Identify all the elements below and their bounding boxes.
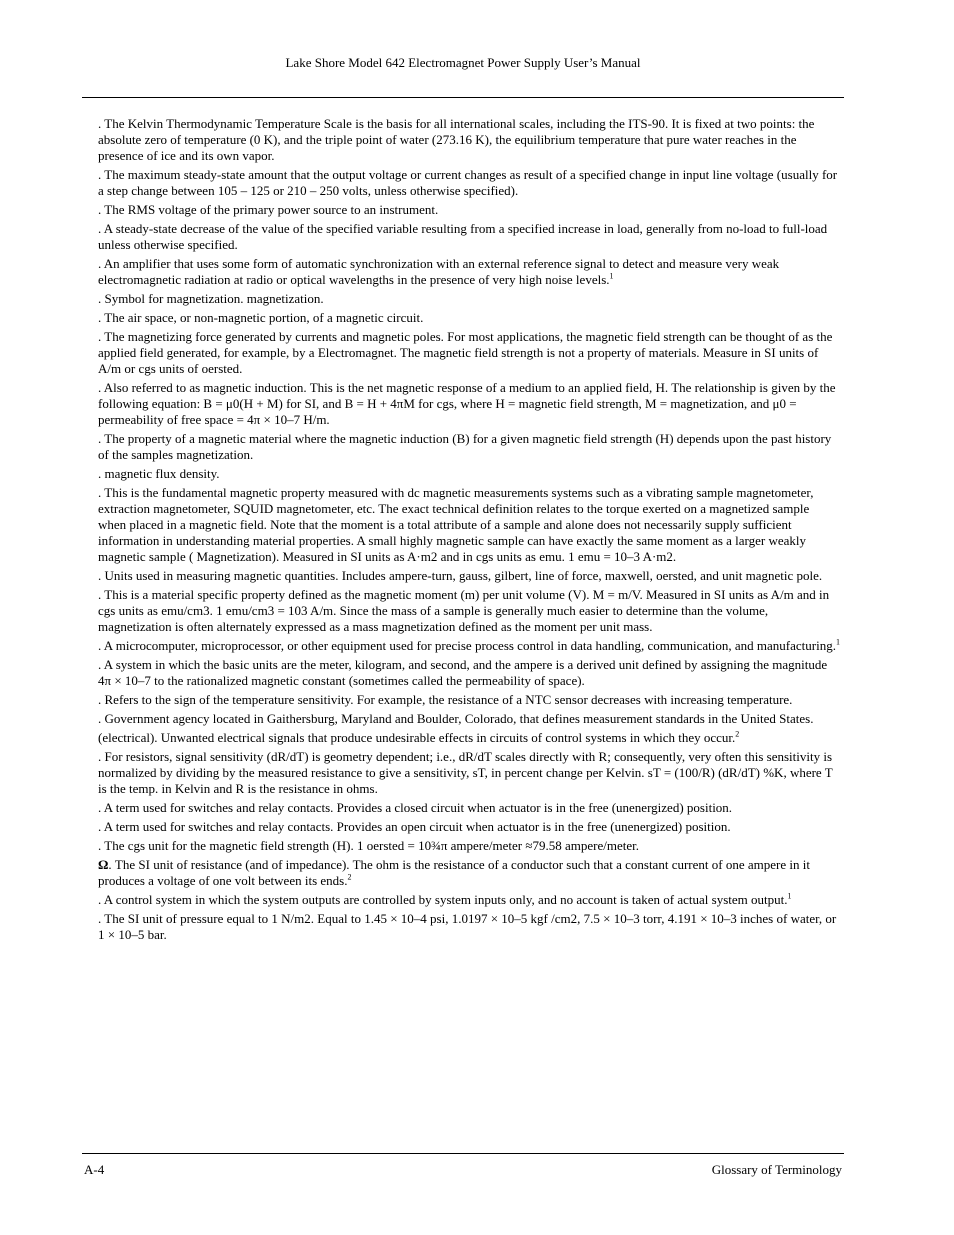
glossary-entry-open-loop: . A control system in which the system outputs are controlled by system inputs only, and no account is taken of actual system output.$^1$ [98,891,792,907]
glossary-entry-magnetic-moment: . This is the fundamental magnetic property measured with dc magnetic measurements systems such as a vibrating sample magnetometer, extraction magnetometer, SQUID magnetometer, etc. The exact technical definition relates to the torque exerted on a magnetized sample when placed in a magnetic field. Note that the moment is a total attribute of a sample and alone does not necessarily supply sufficient information in understanding material properties. A small highly magnetic sample can have exactly the same moment as a larger weakly magnetic sample ( Magnetization). Measured in SI units as A·m2 and in cgs units as emu. 1 emu = 10–3 A·m2. [98,485,814,564]
section-title: Glossary of Terminology [711,1162,842,1177]
glossary-entry-load-regulation: . A steady-state decrease of the value of the specified variable resulting from a specified increase in load, generally from no-load to full-load unless otherwise specified. [98,221,828,252]
glossary-entry-magnetic-flux-density: . Also referred to as magnetic induction. This is the net magnetic response of a medium to an applied field, H. The relationship is given by the following equation: B = μ0(H + M) for SI, and B = H + 4πM for cgs, where H = magnetic field strength, M = magnetization, and μ0 = permeability of free space = 4π × 10–7 H/m. [98,380,836,427]
glossary-entry-magnetization: . This is a material specific property defined as the magnetic moment (m) per unit volume (V). M = m/V. Measured in SI units as A/m and in cgs units as emu/cm3. 1 emu/cm3 = 103 A/m. Since the mass of a sample is generally much easier to determine than the volume, magnetization is often alternately expressed as a mass magnetization defined as the moment per unit mass. [98,587,830,634]
glossary-entry-ohm: Ω. The SI unit of resistance (and of impedance). The ohm is the resistance of a conductor such that a constant current of one ampere in it produces a voltage of one volt between its ends.$^2$ [98,857,810,888]
page-number: A-4 [84,1162,105,1177]
glossary-entry-noise: (electrical). Unwanted electrical signals that produce undesirable effects in circuits of control systems in which they occur.$^2$ [98,729,740,745]
glossary-entry-normally-closed: . A term used for switches and relay contacts. Provides a closed circuit when actuator is in the free (unenergized) position. [98,800,733,815]
glossary-entry-kelvin: . The Kelvin Thermodynamic Temperature Scale is the basis for all international scales, including the ITS-90. It is fixed at two points: the absolute zero of temperature (0 K), and the triple point of water (273.16 K), the equilibrium temperature that pure water reaches in the presence of ice and its own vapor. [98,116,815,163]
glossary-entry-pascal: . The SI unit of pressure equal to 1 N/m2. Equal to 1.45 × 10–4 psi, 1.0197 × 10–5 kgf /cm2, 7.5 × 10–3 torr, 4.191 × 10–3 inches of water, or 1 × 10–5 bar. [98,911,837,942]
glossary-entry-mks-system: . A system in which the basic units are the meter, kilogram, and second, and the ampere is a derived unit defined by assigning the magnitude 4π × 10–7 to the rationalized magnetic constant (sometimes called the permeability of space). [98,657,828,688]
glossary-entry-magnet-gap: . The air space, or non-magnetic portion, of a magnetic circuit. [98,310,424,325]
glossary-entry-ntc: . Refers to the sign of the temperature sensitivity. For example, the resistance of a NTC sensor decreases with increasing temperature. [98,692,793,707]
glossary-entry-nist: . Government agency located in Gaithersburg, Maryland and Boulder, Colorado, that defines measurement standards in the United States. [98,711,814,726]
glossary-entry-m-symbol: . Symbol for magnetization. magnetization. [98,291,324,306]
glossary-entry-magnetic-hysteresis: . The property of a magnetic material where the magnetic induction (B) for a given magnetic field strength (H) depends upon the past history of the samples magnetization. [98,431,832,462]
glossary-entry-oersted: . The cgs unit for the magnetic field strength (H). 1 oersted = 10¾π ampere/meter ≈79.58 ampere/meter. [98,838,639,853]
footer-rule [82,1153,844,1154]
glossary-entry-normalized-sensitivity: . For resistors, signal sensitivity (dR/dT) is geometry dependent; i.e., dR/dT scales directly with R; consequently, very often this sensitivity is normalized by dividing by the measured resistance to give a sensitivity, sT, in percent change per Kelvin. sT = (100/R) (dR/dT) %K, where T is the temp. in Kelvin and R is the resistance in ohms. [98,749,833,796]
glossary-entry-line-voltage: . The RMS voltage of the primary power source to an instrument. [98,202,439,217]
glossary-entry-magnetic-field-strength: . The magnetizing force generated by currents and magnetic poles. For most applications, the magnetic field strength can be thought of as the applied field generated, for example, by a Electromagnet. The magnetic field strength is not a property of materials. Measure in SI units of A/m or cgs units of oersted. [98,329,833,376]
ohm-symbol: Ω [98,857,109,872]
glossary-body [98,116,840,946]
glossary-entry-magnetic-units: . Units used in measuring magnetic quantities. Includes ampere-turn, gauss, gilbert, line of force, maxwell, oersted, and unit magnetic pole. [98,568,823,583]
glossary-entry-line-regulation: . The maximum steady-state amount that the output voltage or current changes as result of a specified change in input line voltage (usually for a step change between 105 – 125 or 210 – 250 volts, unless otherwise specified). [98,167,838,198]
glossary-entry-lock-in-amplifier: . An amplifier that uses some form of automatic synchronization with an external reference signal to detect and measure very weak electromagnetic radiation at radio or optical wavelengths in the presence of very high noise levels.$^1$ [98,256,780,287]
page-header-title: Lake Shore Model 642 Electromagnet Power Supply User’s Manual [285,55,641,70]
glossary-entry-magnetic-induction: . magnetic flux density. [98,466,220,481]
glossary-entry-microprocessor-controller: . A microcomputer, microprocessor, or other equipment used for precise process control in data handling, communication, and manufacturing.$^1$ [98,637,840,653]
header-rule [82,97,844,98]
glossary-entry-normally-open: . A term used for switches and relay contacts. Provides an open circuit when actuator is in the free (unenergized) position. [98,819,731,834]
